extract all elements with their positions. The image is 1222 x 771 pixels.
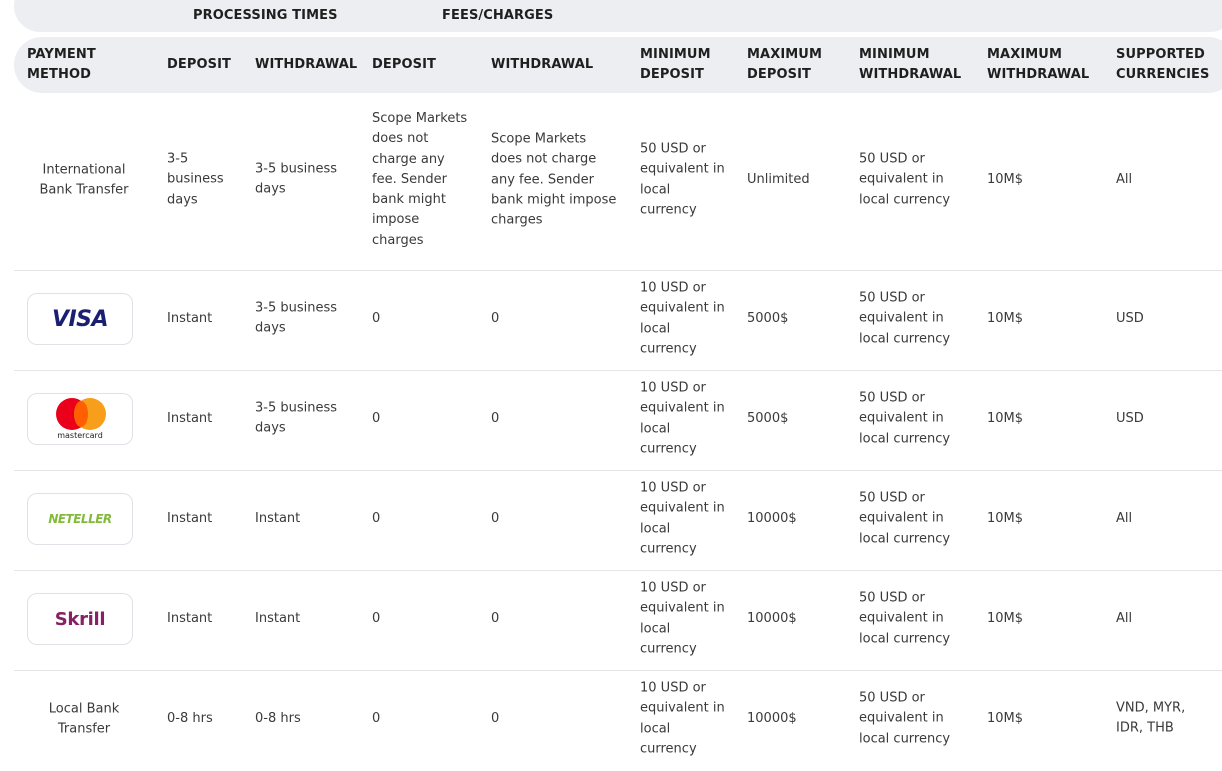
cell-line: Instant (167, 610, 213, 626)
column-header-line: DEPOSIT (640, 67, 705, 82)
cell-line: charges (491, 212, 543, 228)
cell-line: local currency (859, 731, 951, 747)
cell-line: 10 USD or (640, 580, 706, 596)
mastercard-circles-icon (54, 398, 106, 430)
column-header-line: MAXIMUM (747, 47, 822, 62)
cell-line: impose (372, 212, 420, 228)
cell-line: equivalent in (640, 161, 725, 177)
column-header-fee-deposit: DEPOSIT (372, 57, 437, 72)
cell-line: local (640, 521, 671, 536)
cell-withdrawal (255, 609, 300, 629)
cell-line: 50 USD or (859, 151, 925, 167)
cell-min-withdrawal (859, 150, 950, 211)
cell-line: 50 USD or (859, 690, 925, 706)
cell-deposit (167, 309, 212, 329)
cell-line: Instant (167, 310, 213, 326)
column-header-line: CURRENCIES (1116, 67, 1210, 82)
cell-line: 0 (372, 710, 381, 726)
cell-fee-deposit (372, 309, 380, 329)
cell-line: currency (640, 202, 697, 218)
cell-line: equivalent in (859, 171, 944, 187)
column-header-line: PAYMENT (27, 47, 96, 62)
cell-line: 0-8 hrs (255, 710, 301, 726)
column-header-line: WITHDRAWAL (859, 67, 962, 82)
cell-line: 0 (491, 710, 500, 726)
cell-line: currency (640, 441, 697, 457)
cell-min-withdrawal (859, 689, 950, 750)
cell-line: bank might impose (491, 192, 617, 208)
cell-min-withdrawal (859, 589, 950, 650)
cell-max-deposit (747, 409, 788, 429)
cell-line: 10000$ (747, 510, 797, 526)
cell-min-withdrawal (859, 489, 950, 550)
cell-fee-withdrawal (491, 709, 499, 729)
column-header-fee-withdrawal: WITHDRAWAL (491, 57, 594, 72)
cell-line: does not charge (491, 151, 597, 167)
cell-line: 3-5 (167, 151, 189, 167)
cell-line: 10M$ (987, 310, 1024, 326)
cell-line: 50 USD or (859, 390, 925, 406)
cell-line: Instant (255, 510, 301, 526)
cell-currencies (1116, 170, 1132, 190)
cell-fee-deposit (372, 609, 380, 629)
cell-deposit (167, 150, 224, 211)
cell-line: 0-8 hrs (167, 710, 213, 726)
cell-line: local currency (859, 331, 951, 347)
cell-line: 5000$ (747, 310, 789, 326)
cell-line: business (167, 171, 224, 187)
cell-max-withdrawal (987, 309, 1023, 329)
mastercard-circle (74, 401, 88, 427)
cell-currencies (1116, 609, 1132, 629)
column-header-line: DEPOSIT (747, 67, 812, 82)
cell-line: 10M$ (987, 171, 1024, 187)
column-header-min-withdrawal (859, 45, 961, 85)
payment-logo-visa (27, 293, 133, 345)
cell-fee-deposit (372, 109, 467, 251)
cell-line: 10 USD or (640, 480, 706, 496)
cell-withdrawal (255, 509, 300, 529)
cell-line: 50 USD or (859, 590, 925, 606)
column-header-max-deposit (747, 45, 822, 85)
cell-min-withdrawal (859, 289, 950, 350)
cell-max-withdrawal (987, 509, 1023, 529)
cell-fee-deposit (372, 709, 380, 729)
column-header-payment-method (27, 45, 96, 85)
cell-line: days (255, 421, 286, 436)
cell-max-deposit (747, 170, 810, 190)
cell-withdrawal (255, 299, 337, 340)
cell-currencies (1116, 699, 1185, 740)
cell-line: 0 (372, 510, 381, 526)
cell-line: 10000$ (747, 710, 797, 726)
column-header-line: MINIMUM (859, 47, 930, 62)
cell-line: Scope Markets (372, 110, 468, 126)
column-header-line: MAXIMUM (987, 47, 1062, 62)
cell-line: equivalent in (859, 410, 944, 426)
cell-line: 10M$ (987, 710, 1024, 726)
cell-line: Instant (167, 510, 213, 526)
cell-line: 50 USD or (640, 141, 706, 157)
cell-line: local (640, 421, 671, 436)
payment-method-line: Local Bank (48, 701, 120, 717)
payment-method-line: Transfer (57, 722, 111, 737)
cell-max-withdrawal (987, 609, 1023, 629)
cell-line: 10 USD or (640, 280, 706, 296)
cell-withdrawal (255, 160, 337, 201)
cell-line: 50 USD or (859, 290, 925, 306)
cell-line: 0 (491, 510, 500, 526)
cell-line: currency (640, 741, 697, 757)
payment-method-name (14, 161, 154, 202)
cell-line: 10 USD or (640, 380, 706, 396)
cell-max-withdrawal (987, 170, 1023, 190)
cell-line: equivalent in (640, 600, 725, 616)
cell-line: 5000$ (747, 410, 789, 426)
cell-currencies (1116, 509, 1132, 529)
column-header-min-deposit (640, 45, 711, 85)
cell-line: local (640, 721, 671, 736)
payment-method-line: Bank Transfer (39, 183, 129, 198)
cell-line: equivalent in (859, 310, 944, 326)
cell-min-deposit (640, 578, 725, 659)
cell-line: Unlimited (747, 171, 810, 187)
cell-line: currency (640, 641, 697, 657)
cell-line: local currency (859, 531, 951, 547)
cell-deposit (167, 709, 213, 729)
cell-line: VND, MYR, (1116, 700, 1186, 716)
cell-min-withdrawal (859, 389, 950, 450)
cell-line: All (1116, 171, 1133, 187)
cell-line: currency (640, 341, 697, 357)
cell-max-withdrawal (987, 709, 1023, 729)
cell-line: 3-5 business (255, 300, 338, 316)
cell-deposit (167, 409, 212, 429)
column-header-line: METHOD (27, 67, 92, 82)
cell-line: 10M$ (987, 510, 1024, 526)
visa-logo-text: VISA (51, 306, 109, 332)
cell-currencies (1116, 309, 1144, 329)
cell-line: All (1116, 510, 1133, 526)
cell-deposit (167, 609, 212, 629)
cell-line: Scope Markets (491, 131, 587, 147)
cell-deposit (167, 509, 212, 529)
cell-line: 10M$ (987, 410, 1024, 426)
cell-fee-withdrawal (491, 129, 616, 230)
cell-line: local (640, 621, 671, 636)
cell-min-deposit (640, 678, 725, 759)
mastercard-logo-text: mastercard (57, 431, 103, 440)
cell-fee-deposit (372, 409, 380, 429)
cell-fee-deposit (372, 509, 380, 529)
column-header-deposit: DEPOSIT (167, 57, 232, 72)
cell-line: local (640, 321, 671, 336)
column-header-line: MINIMUM (640, 47, 711, 62)
cell-line: local (640, 182, 671, 197)
cell-line: 0 (372, 410, 381, 426)
cell-withdrawal (255, 399, 337, 440)
payment-logo-mastercard (27, 393, 133, 445)
cell-line: 3-5 business (255, 161, 338, 177)
cell-min-deposit (640, 278, 725, 359)
cell-line: bank might (372, 192, 446, 208)
cell-line: charge any (372, 151, 445, 167)
cell-line: equivalent in (859, 710, 944, 726)
cell-line: equivalent in (640, 500, 725, 516)
cell-max-deposit (747, 709, 797, 729)
cell-line: charges (372, 232, 424, 248)
column-header-withdrawal: WITHDRAWAL (255, 57, 358, 72)
cell-currencies (1116, 409, 1144, 429)
cell-line: 10 USD or (640, 680, 706, 696)
cell-line: local currency (859, 192, 951, 208)
cell-line: 10M$ (987, 610, 1024, 626)
cell-fee-withdrawal (491, 509, 499, 529)
cell-line: days (255, 182, 286, 197)
column-header-max-withdrawal (987, 45, 1089, 85)
cell-line: equivalent in (640, 300, 725, 316)
cell-fee-withdrawal (491, 309, 499, 329)
neteller-logo-text: NETELLER (48, 512, 112, 526)
cell-line: local currency (859, 431, 951, 447)
payment-logo-neteller (27, 493, 133, 545)
cell-line: Instant (255, 610, 301, 626)
cell-line: days (255, 321, 286, 336)
cell-min-deposit (640, 478, 725, 559)
group-header-processing-times: PROCESSING TIMES (193, 8, 338, 23)
cell-line: days (167, 192, 198, 208)
cell-max-deposit (747, 609, 797, 629)
cell-line: equivalent in (859, 610, 944, 626)
payment-method-name (14, 700, 154, 741)
cell-line: 10000$ (747, 610, 797, 626)
cell-fee-withdrawal (491, 409, 499, 429)
cell-max-withdrawal (987, 409, 1023, 429)
cell-line: equivalent in (640, 700, 725, 716)
cell-line: USD (1116, 410, 1144, 426)
cell-line: any fee. Sender (491, 171, 594, 187)
cell-line: local currency (859, 631, 951, 647)
cell-line: All (1116, 610, 1133, 626)
column-header-currencies (1116, 45, 1210, 85)
cell-max-deposit (747, 509, 797, 529)
cell-line: Instant (167, 410, 213, 426)
cell-min-deposit (640, 378, 725, 459)
cell-line: currency (640, 541, 697, 557)
cell-line: 0 (491, 610, 500, 626)
skrill-logo-text: Skrill (54, 608, 106, 630)
cell-line: USD (1116, 310, 1144, 326)
payment-logo-skrill (27, 593, 133, 645)
cell-line: equivalent in (640, 400, 725, 416)
cell-min-deposit (640, 139, 725, 220)
cell-line: 0 (491, 410, 500, 426)
cell-line: 0 (491, 310, 500, 326)
cell-withdrawal (255, 709, 301, 729)
cell-line: IDR, THB (1116, 721, 1174, 736)
cell-line: fee. Sender (372, 171, 447, 187)
cell-line: 50 USD or (859, 490, 925, 506)
cell-line: 0 (372, 310, 381, 326)
column-header-line: SUPPORTED (1116, 47, 1205, 62)
group-header-fees-charges: FEES/CHARGES (442, 8, 554, 23)
payment-method-line: International (42, 162, 126, 178)
cell-line: equivalent in (859, 510, 944, 526)
cell-fee-withdrawal (491, 609, 499, 629)
cell-line: does not (372, 131, 429, 147)
cell-line: 0 (372, 610, 381, 626)
cell-max-deposit (747, 309, 788, 329)
cell-line: 3-5 business (255, 400, 338, 416)
column-header-line: WITHDRAWAL (987, 67, 1090, 82)
